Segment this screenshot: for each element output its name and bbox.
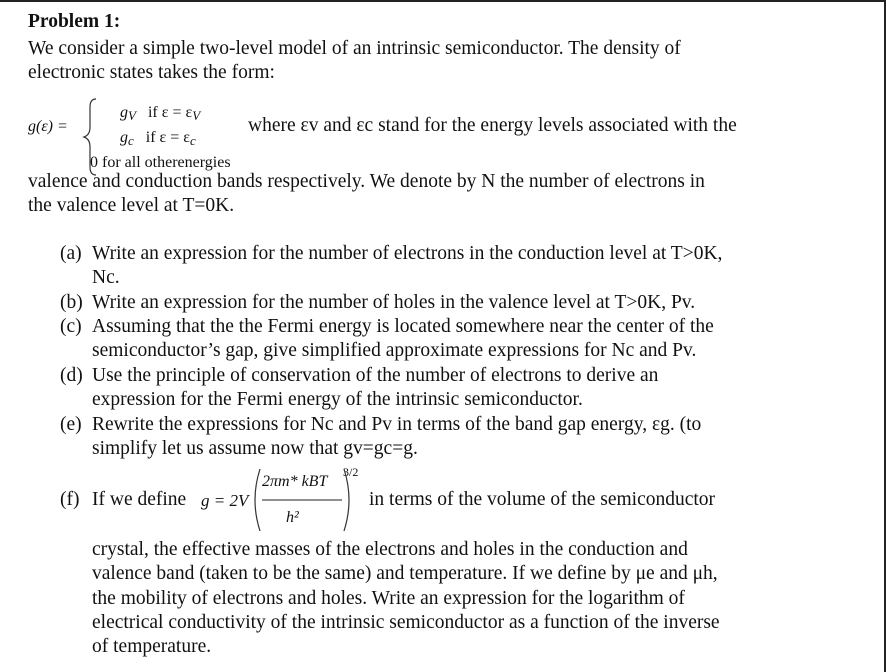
- item-c-label: (c): [60, 316, 82, 337]
- formula-denominator: h²: [286, 509, 299, 526]
- top-border: [0, 0, 886, 2]
- item-b-label: (b): [60, 292, 83, 313]
- item-f-pre: If we define: [92, 489, 187, 510]
- where-text: where εv and εc stand for the energy levels associated with the: [248, 115, 737, 136]
- item-b-line-1: Write an expression for the number of holes in the valence level at T>0K, Pv.: [92, 292, 696, 313]
- formula-numerator: 2πm* kBT: [262, 473, 328, 490]
- g-lhs: g(ε) =: [28, 118, 68, 135]
- item-c-line-2: semiconductor’s gap, give simplified approximate expressions for Nc and Pv.: [92, 340, 697, 361]
- formula-g-lhs: g = 2V: [201, 491, 249, 510]
- item-f-line-3: valence band (taken to be the same) and temperature. If we define by μe and μh,: [92, 563, 718, 584]
- item-e-label: (e): [60, 414, 82, 435]
- formula-exponent: 3/2: [343, 465, 359, 479]
- case-valence: $g_V$ if $\varepsilon = \varepsilon_V$: [120, 104, 201, 123]
- item-d-line-2: expression for the Fermi energy of the intrinsic semiconductor.: [92, 389, 583, 410]
- case-conduction: $g_c$ if $\varepsilon = \varepsilon_c$: [120, 129, 196, 148]
- intro-line-1: We consider a simple two-level model of an intrinsic semiconductor. The density of: [28, 38, 681, 59]
- item-f-post: in terms of the volume of the semiconductor: [369, 489, 716, 510]
- item-e-line-2: simplify let us assume now that gv=gc=g.: [92, 438, 418, 459]
- item-d-label: (d): [60, 365, 83, 386]
- case-otherwise: 0 for all otherenergies: [90, 154, 231, 171]
- item-f-line-6: of temperature.: [92, 636, 212, 657]
- problem-title: Problem 1:: [28, 11, 121, 32]
- item-f-line-2: crystal, the effective masses of the electrons and holes in the conduction and: [92, 539, 688, 560]
- item-a-line-1: Write an expression for the number of electrons in the conduction level at T>0K,: [92, 243, 723, 264]
- after-line-2: the valence level at T=0K.: [28, 195, 235, 216]
- item-d-line-1: Use the principle of conservation of the number of electrons to derive an: [92, 365, 659, 386]
- item-a-label: (a): [60, 243, 82, 264]
- item-c-line-1: Assuming that the the Fermi energy is located somewhere near the center of the: [92, 316, 714, 337]
- after-line-1: valence and conduction bands respectively. We denote by N the number of electrons in: [28, 171, 705, 192]
- item-a-line-2: Nc.: [92, 267, 120, 288]
- item-e-line-1: Rewrite the expressions for Nc and Pv in terms of the band gap energy, εg. (to: [92, 414, 702, 435]
- item-f-line-4: the mobility of electrons and holes. Write an expression for the logarithm of: [92, 588, 685, 609]
- item-f-line-5: electrical conductivity of the intrinsic semiconductor as a function of the inverse: [92, 612, 720, 633]
- item-f-label: (f): [60, 489, 80, 510]
- intro-line-2: electronic states takes the form:: [28, 62, 275, 83]
